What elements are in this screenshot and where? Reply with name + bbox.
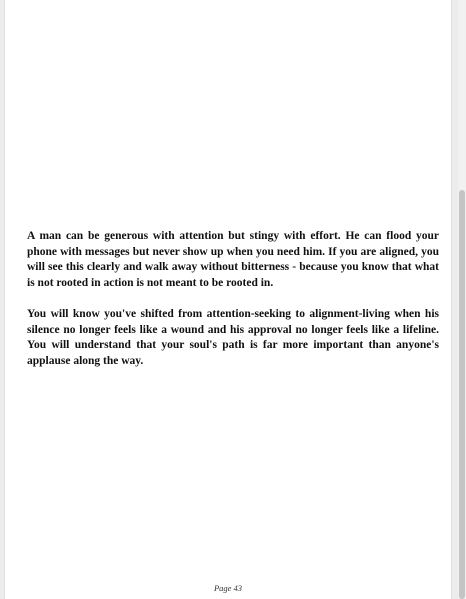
page-body (27, 229, 439, 385)
page-number: Page 43 (213, 583, 243, 593)
paragraph-2: You will know you've shifted from attention-seeking to alignment-living when his silence no longer feels like a wound and his approval no longer feels like a lifeline. You will understand that your soul's path is far more important than anyone's applause along the way. (27, 308, 439, 367)
paragraph-1: A man can be generous with attention but stingy with effort. He can flood your phone with messages but never show up when you need him. If you are aligned, you will see this clearly and walk away without bitterness - because you know that what is not rooted in action is not meant to be rooted in. (27, 230, 439, 289)
scrollbar-thumb[interactable] (459, 190, 465, 599)
vertical-scrollbar[interactable] (458, 0, 466, 599)
document-page (5, 0, 451, 599)
